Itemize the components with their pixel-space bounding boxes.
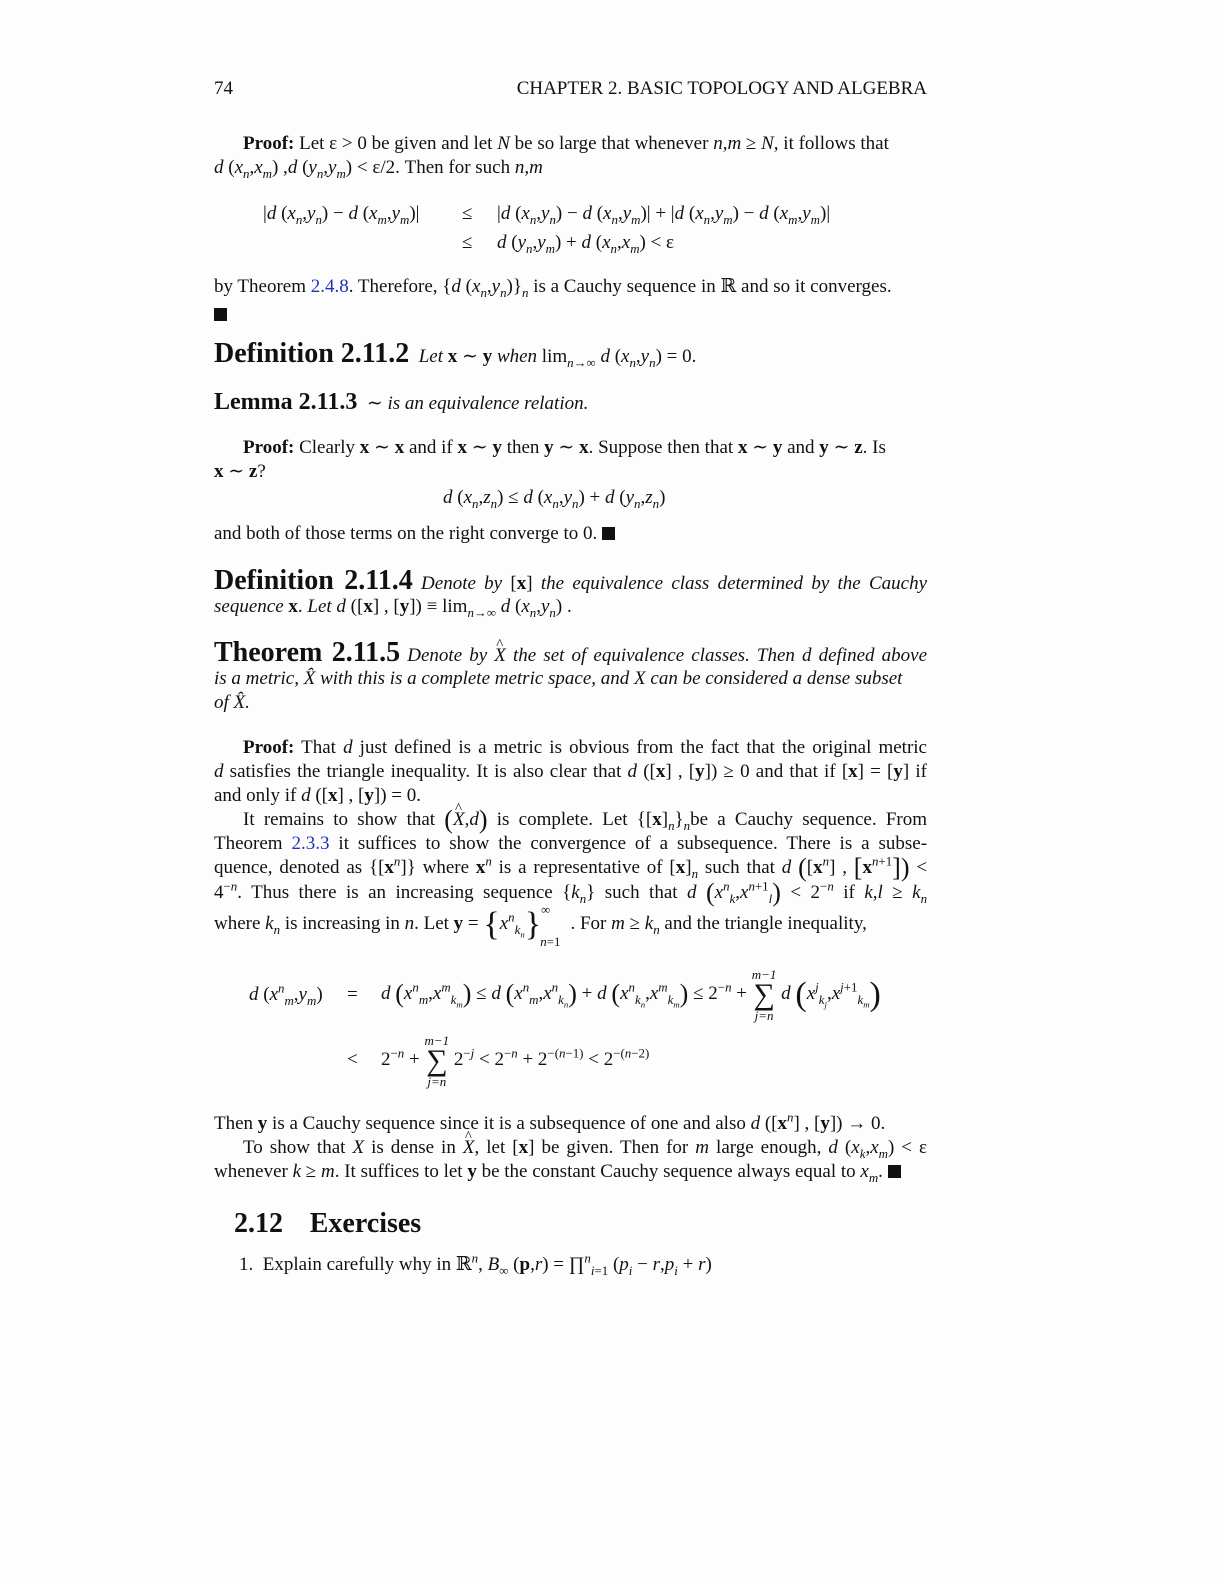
proof-2-line-2: x ∼ z?	[214, 461, 266, 482]
display-eq-lhs: d $(x^n_m,y_m)$	[249, 980, 323, 1008]
display-eq-rhs-1: d $(x^n_m,x^m_{k_m}) \le d$ $(x^n_m,x^n_{k_n}) + d$ $(x^n_{k_n},x^m_{k_m}) \le 2^{-n}$ + m−1 ∑ j=n d $(x^j_{k_j},x^{j+1}_{k_m})$	[381, 966, 881, 1023]
theorem-2-11-5-line-3: of X̂.	[214, 692, 250, 713]
proof-3-line-7: $4^{-n}$. Thus there is an increasing sequence $\{k_n\}$ such that d $(x^n_k,x^{n+1}_l) < 2^{-n}$ if $k,l \ge k_n$	[214, 878, 928, 907]
summation-sign: m−1 ∑ j=n	[424, 1032, 450, 1089]
proof-3-line-9: Then y is a Cauchy sequence since it is a subsequence of one and also d ($[x^n]$ , [y]) → 0.	[214, 1109, 886, 1134]
display-eq-rhs-2: $2^{-n}$ + m−1 ∑ j=n $2^{-j} < 2^{-n} + 2^{-(n-1)} < 2^{-(n-2)}$	[381, 1032, 650, 1089]
proof-2-conclusion-text: and both of those terms on the right converge to 0.	[214, 523, 598, 544]
exercise-number: 1.	[239, 1254, 254, 1275]
proof-label: Proof:	[243, 437, 295, 458]
section-heading	[234, 1206, 421, 1245]
qed-mark	[602, 527, 615, 540]
proof-3-line-4: It remains to show that (^ X,d) is complete. Let $\{[x]_n\}_nbe$ a Cauchy sequence. From	[243, 808, 927, 832]
theorem-2-4-8-link[interactable]: 2.4.8	[310, 276, 349, 297]
definition-2-11-4-line-2: sequence x. Let d ([x] , $[y]) \equiv \lim_{n\to\infty} d$ $(x_n,y_n)$ .	[214, 596, 572, 620]
section-title: Exercises	[309, 1208, 422, 1239]
proof-3-line-2: d satisfies the triangle inequality. It is also clear that d ([x] , [y]) ≥ 0 and that if [x] = [y] if	[214, 761, 928, 782]
proof-1-line-2: d $(x_n,x_m)$ ,d $(y_n,y_m) < \varepsilon/2$. Then for such n,m	[214, 157, 543, 181]
proof-2-line-1: Proof: Clearly x ∼ x and if x ∼ y then y ∼ x. Suppose then that x ∼ y and y ∼ z. Is	[243, 437, 886, 458]
proof-1-conclusion: by Theorem 2.4.8. Therefore, {d $(x_n,y_n)\}_n$ is a Cauchy sequence in ℝ and so it converges.	[214, 276, 892, 300]
proof-label: Proof:	[243, 737, 295, 758]
summation-sign: m−1 ∑ j=n	[751, 966, 777, 1023]
relation-le: ≤	[462, 203, 473, 224]
proof-3-line-8: where $k_n$ is increasing in n. Let $y = \{x^n_{k_n}\}^\infty_{n=1}$. For $m \ge k_n$ and the triangle inequality,	[214, 901, 867, 949]
definition-2-11-2: Definition 2.11.2 Let x ∼ y when $\lim_{n\to\infty} d$ $(x_n,y_n) = 0$.	[214, 338, 697, 370]
proof-3-line-11: whenever k ≥ m. It suffices to let y be the constant Cauchy sequence always equal to $x_m$.	[214, 1160, 927, 1184]
proof-3-line-6: quence, denoted as $\{[x^n]\}$ where $x^n$ is a representative of $[x]_n$ such that d ($[x^n]$ , $[x^{n+1}]$) <	[214, 853, 928, 882]
proof-3-line-5-text: it suffices to show the convergence of a subsequence. There is a subse-	[338, 833, 928, 854]
lemma-heading: Lemma 2.11.3	[214, 389, 358, 415]
definition-heading: Definition 2.11.4	[214, 565, 413, 596]
relation-eq: =	[347, 984, 358, 1005]
proof-1-equation-rhs-2: d $(y_n,y_m) + d$ $(x_n,x_m) < \varepsilon$	[497, 232, 675, 256]
qed-mark	[214, 304, 227, 326]
proof-3-line-3: and only if d ([x] , [y]) = 0.	[214, 785, 422, 806]
running-title: CHAPTER 2. BASIC TOPOLOGY AND ALGEBRA	[516, 78, 927, 99]
theorem-2-3-3-link[interactable]: 2.3.3	[291, 833, 330, 854]
theorem-heading: Theorem 2.11.5	[214, 637, 401, 668]
by-theorem-text: by Theorem	[214, 276, 306, 297]
exercise-item: 1. Explain carefully why in ℝ$^n$, $B_\infty$ (p,r) = ∏$^n_{i=1}$ $(p_i - r,p_i + r)$	[239, 1250, 712, 1278]
qed-mark	[888, 1165, 901, 1178]
theorem-word: Theorem	[214, 833, 283, 854]
relation-le: ≤	[462, 232, 473, 253]
definition-heading: Definition 2.11.2	[214, 338, 410, 369]
proof-label: Proof:	[243, 133, 295, 154]
theorem-2-11-5-line-2: is a metric, X̂ with this is a complete metric space, and X can be considered a dense subset	[214, 668, 903, 689]
proof-3-line-1: Proof: That d just defined is a metric is obvious from the fact that the original metric	[243, 737, 927, 758]
lemma-2-11-3: Lemma 2.11.3 ∼ is an equivalence relation.	[214, 389, 589, 415]
proof-3-line-5	[214, 832, 927, 856]
section-number: 2.12	[234, 1208, 283, 1239]
proof-2-conclusion	[214, 522, 927, 546]
relation-lt: <	[347, 1049, 358, 1070]
definition-2-11-4-line-1: Definition 2.11.4 Denote by [x] the equivalence class determined by the Cauchy	[214, 565, 928, 596]
theorem-2-11-5-line-1: Theorem 2.11.5 Denote by ^ X the set of equivalence classes. Then d defined above	[214, 638, 927, 671]
proof-3-line-10: To show that X is dense in ^ X, let [x] be given. Then for m large enough, d $(x_k,x_m) < \varepsilon$	[243, 1136, 927, 1160]
proof-1-equation-lhs: |d $(x_n,y_n) - d$ $(x_m,y_m)|$	[263, 203, 420, 227]
proof-1-equation-rhs-1: |d $(x_n,y_n) - d$ $(x_n,y_m)| + |d$ $(x_n,y_m) - d$ $(x_m,y_m)|$	[497, 203, 831, 227]
proof-1-line-1: Proof: Let ε > 0 be given and let N be so large that whenever n,m ≥ N, it follows that	[243, 133, 889, 154]
proof-2-equation: d $(x_n,z_n) \le d$ $(x_n,y_n) + d$ $(y_n,z_n)$	[443, 487, 666, 511]
page-number: 74	[214, 78, 233, 99]
